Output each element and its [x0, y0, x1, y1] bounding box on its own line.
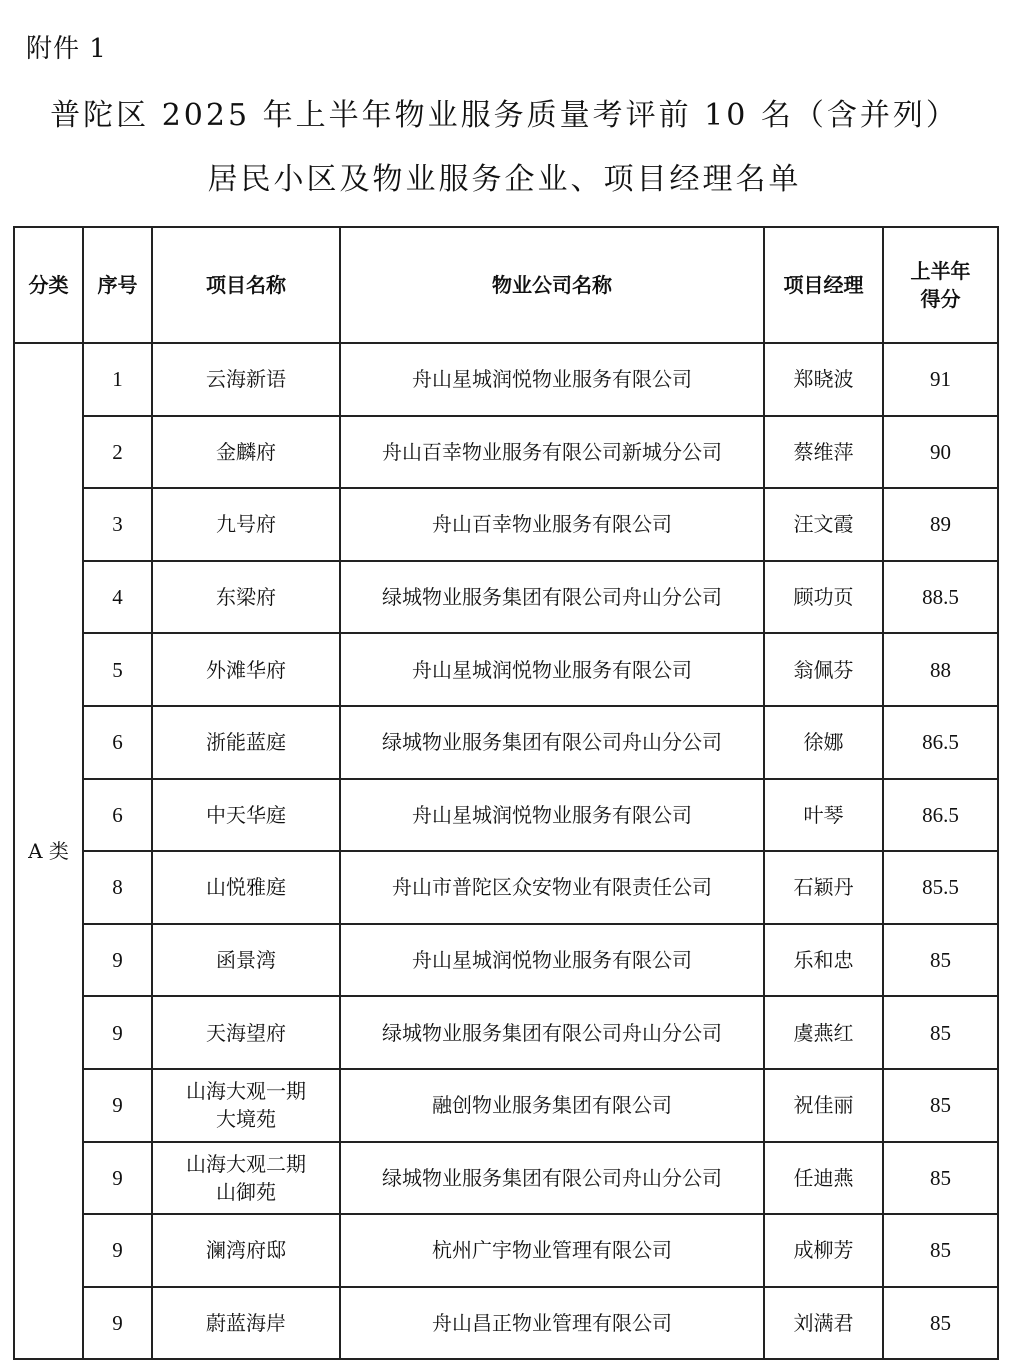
table-row	[14, 1069, 998, 1142]
number-cell: 1	[83, 343, 152, 416]
score-cell: 88	[883, 633, 998, 706]
number-cell: 2	[83, 416, 152, 489]
manager-cell: 任迪燕	[764, 1142, 883, 1215]
table-header-row	[14, 227, 998, 343]
company-name-cell: 舟山星城润悦物业服务有限公司	[340, 779, 764, 852]
column-header-company: 物业公司名称	[340, 227, 764, 343]
company-name-cell: 舟山星城润悦物业服务有限公司	[340, 343, 764, 416]
table-row	[14, 996, 998, 1069]
table-row	[14, 851, 998, 924]
table-row	[14, 1287, 998, 1360]
score-cell: 85	[883, 924, 998, 997]
column-header-manager: 项目经理	[764, 227, 883, 343]
score-cell: 85	[883, 1069, 998, 1142]
project-name-cell: 山悦雅庭	[152, 851, 340, 924]
company-name-cell: 舟山百幸物业服务有限公司新城分公司	[340, 416, 764, 489]
company-name-cell: 绿城物业服务集团有限公司舟山分公司	[340, 561, 764, 634]
table-row	[14, 633, 998, 706]
manager-cell: 顾功页	[764, 561, 883, 634]
company-name-cell: 舟山市普陀区众安物业有限责任公司	[340, 851, 764, 924]
manager-cell: 蔡维萍	[764, 416, 883, 489]
score-cell: 90	[883, 416, 998, 489]
table-row	[14, 343, 998, 416]
score-cell: 91	[883, 343, 998, 416]
attachment-label: 附件 1	[26, 34, 107, 64]
column-header-project: 项目名称	[152, 227, 340, 343]
number-cell: 9	[83, 1069, 152, 1142]
category-cell: A 类	[14, 343, 83, 1359]
project-name-cell: 中天华庭	[152, 779, 340, 852]
company-name-cell: 绿城物业服务集团有限公司舟山分公司	[340, 996, 764, 1069]
table-row	[14, 561, 998, 634]
column-header-score	[883, 227, 998, 343]
company-name-cell: 舟山星城润悦物业服务有限公司	[340, 924, 764, 997]
project-name-cell: 澜湾府邸	[152, 1214, 340, 1287]
number-cell: 9	[83, 1142, 152, 1215]
manager-cell: 翁佩芬	[764, 633, 883, 706]
project-name-cell: 东梁府	[152, 561, 340, 634]
table-row	[14, 706, 998, 779]
column-header-category: 分类	[14, 227, 83, 343]
project-name-cell: 金麟府	[152, 416, 340, 489]
project-name-cell: 天海望府	[152, 996, 340, 1069]
table-row	[14, 779, 998, 852]
project-name-cell: 蔚蓝海岸	[152, 1287, 340, 1360]
column-header-score-text: 上半年得分	[910, 259, 971, 311]
score-cell: 85	[883, 1142, 998, 1215]
number-cell: 5	[83, 633, 152, 706]
manager-cell: 乐和忠	[764, 924, 883, 997]
company-name-cell: 融创物业服务集团有限公司	[340, 1069, 764, 1142]
number-cell: 9	[83, 924, 152, 997]
company-name-cell: 舟山昌正物业管理有限公司	[340, 1287, 764, 1360]
score-cell: 88.5	[883, 561, 998, 634]
score-cell: 85	[883, 1287, 998, 1360]
manager-cell: 叶琴	[764, 779, 883, 852]
company-name-cell: 杭州广宇物业管理有限公司	[340, 1214, 764, 1287]
project-name-cell: 云海新语	[152, 343, 340, 416]
document-title: 普陀区 2025 年上半年物业服务质量考评前 10 名（含并列）	[50, 98, 959, 133]
manager-cell: 虞燕红	[764, 996, 883, 1069]
score-cell: 85.5	[883, 851, 998, 924]
number-cell: 8	[83, 851, 152, 924]
company-name-cell: 舟山星城润悦物业服务有限公司	[340, 633, 764, 706]
project-name-cell: 函景湾	[152, 924, 340, 997]
number-cell: 9	[83, 1287, 152, 1360]
table-row	[14, 924, 998, 997]
manager-cell: 汪文霞	[764, 488, 883, 561]
number-cell: 6	[83, 779, 152, 852]
company-name-cell: 绿城物业服务集团有限公司舟山分公司	[340, 706, 764, 779]
manager-cell: 成柳芳	[764, 1214, 883, 1287]
project-name-cell: 外滩华府	[152, 633, 340, 706]
project-name-cell: 浙能蓝庭	[152, 706, 340, 779]
manager-cell: 石颖丹	[764, 851, 883, 924]
table-row	[14, 1142, 998, 1215]
company-name-cell: 舟山百幸物业服务有限公司	[340, 488, 764, 561]
score-cell: 89	[883, 488, 998, 561]
number-cell: 9	[83, 1214, 152, 1287]
table-row	[14, 1214, 998, 1287]
manager-cell: 刘满君	[764, 1287, 883, 1360]
project-name-cell: 山海大观二期 山御苑	[152, 1142, 340, 1215]
number-cell: 6	[83, 706, 152, 779]
company-name-cell: 绿城物业服务集团有限公司舟山分公司	[340, 1142, 764, 1215]
table-row	[14, 416, 998, 489]
manager-cell: 祝佳丽	[764, 1069, 883, 1142]
document-subtitle: 居民小区及物业服务企业、项目经理名单	[207, 162, 802, 197]
number-cell: 9	[83, 996, 152, 1069]
table-row	[14, 488, 998, 561]
score-cell: 86.5	[883, 779, 998, 852]
project-name-cell: 山海大观一期 大境苑	[152, 1069, 340, 1142]
number-cell: 3	[83, 488, 152, 561]
score-cell: 86.5	[883, 706, 998, 779]
ranking-table	[13, 226, 999, 1360]
manager-cell: 徐娜	[764, 706, 883, 779]
manager-cell: 郑晓波	[764, 343, 883, 416]
score-cell: 85	[883, 1214, 998, 1287]
number-cell: 4	[83, 561, 152, 634]
column-header-number: 序号	[83, 227, 152, 343]
score-cell: 85	[883, 996, 998, 1069]
project-name-cell: 九号府	[152, 488, 340, 561]
